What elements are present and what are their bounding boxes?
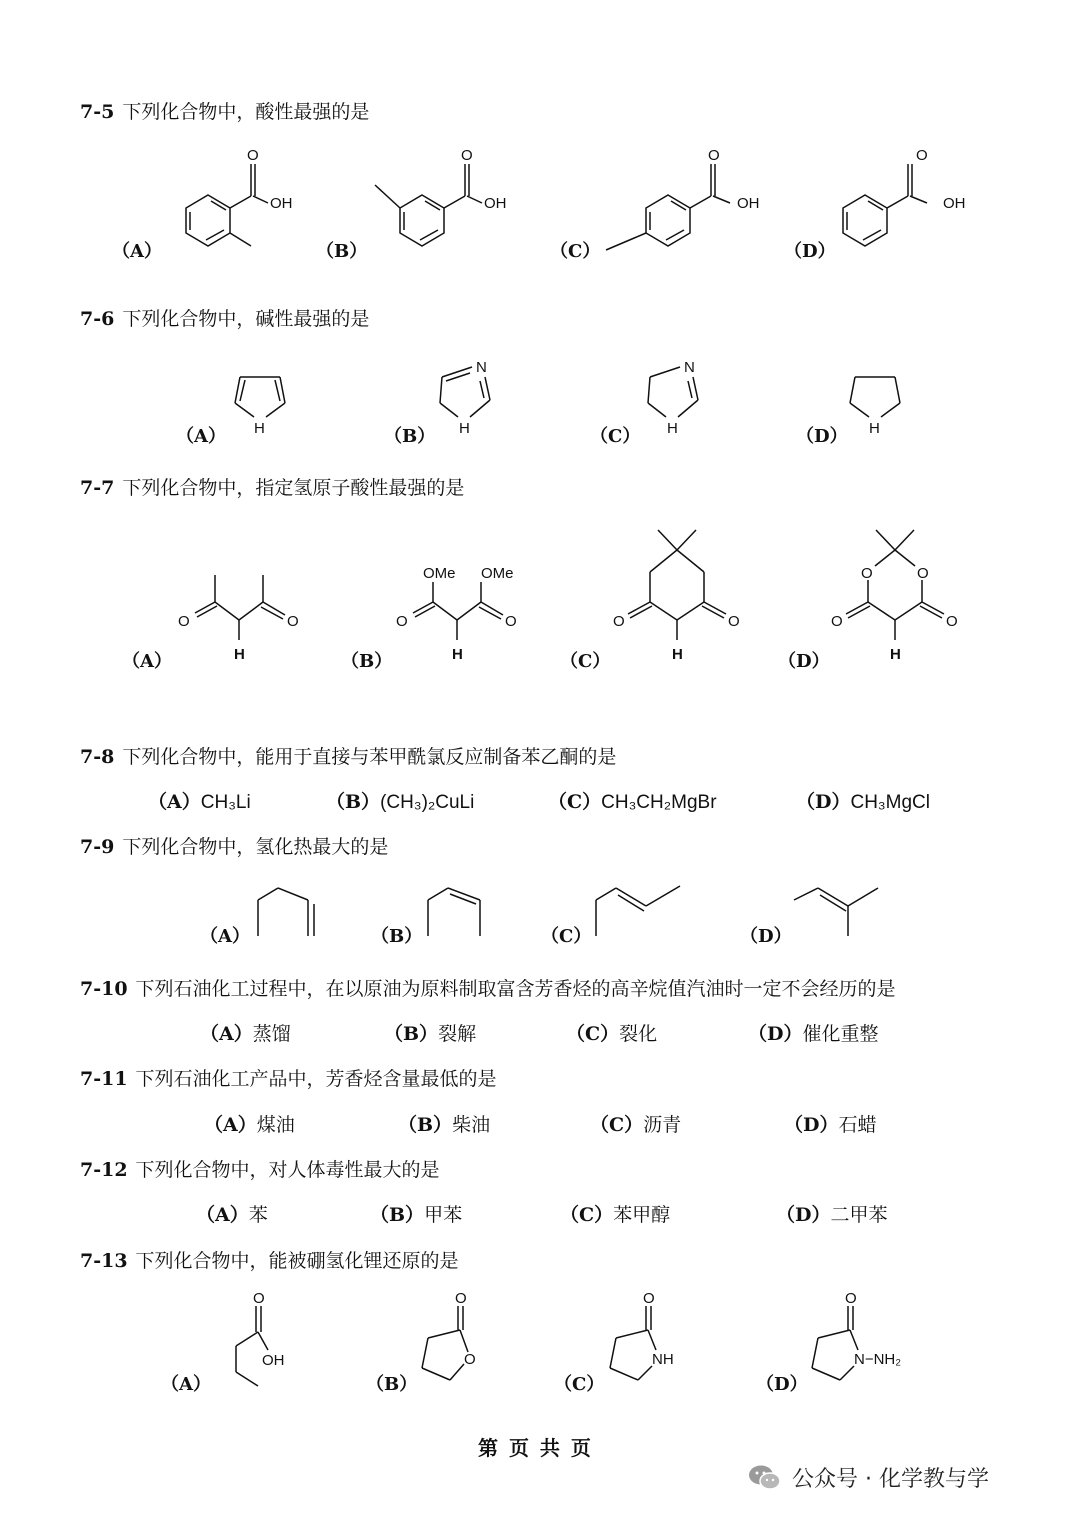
molecule-n-amino-2-pyrrolidone [800,1290,940,1390]
question-text: 下列化合物中，碱性最强的是 [122,308,370,330]
question-text: 下列化合物中，能被硼氢化锂还原的是 [135,1250,459,1272]
option-b: （B）柴油 [398,1114,491,1136]
option-label-c: （C） [550,241,601,262]
option-label-a: （A） [122,651,172,672]
molecule-4-methylbenzoic-acid [598,140,778,265]
option-d: （D）催化重整 [748,1023,879,1045]
molecule-2-methyl-2-butene-skeletal [790,880,890,940]
molecule-benzoic-acid [830,140,980,265]
option-d: （D）二甲苯 [776,1204,888,1226]
molecule-cis-2-pentene-skeletal [420,880,500,940]
svg-text:OH: OH [943,195,966,212]
svg-text:O: O [247,147,259,164]
question-text: 下列化合物中，能用于直接与苯甲酰氯反应制备苯乙酮的是 [122,746,617,768]
option-label-a: （A） [200,926,250,947]
molecule-3-methylbenzoic-acid [365,140,535,265]
option-label-b: （B） [371,926,423,947]
svg-text:O: O [708,147,720,164]
option-b: （B）甲苯 [370,1204,463,1226]
question-text: 下列化合物中，指定氢原子酸性最强的是 [122,477,465,499]
question-7-8: 7-8 下列化合物中，能用于直接与苯甲酰氯反应制备苯乙酮的是 [80,746,617,768]
svg-text:OMe: OMe [423,565,456,582]
molecule-2-pyrrolidone [598,1290,698,1390]
svg-text:O: O [916,147,928,164]
question-7-6: 7-6 下列化合物中，碱性最强的是 [80,308,370,330]
option-label-b: （B） [366,1374,418,1395]
molecule-trans-2-pentene-skeletal [588,880,688,940]
question-7-12: 7-12 下列化合物中，对人体毒性最大的是 [80,1159,440,1181]
question-7-10: 7-10 下列石油化工过程中，在以原油为原料制取富含芳香烃的高辛烷值汽油时一定不会经历的是 [80,978,896,1000]
option-c: （C）苯甲醇 [560,1204,671,1226]
svg-text:O: O [253,1290,265,1307]
option-label-c: （C） [590,426,641,447]
option-c: （C）裂化 [566,1023,658,1045]
molecule-imidazoline [640,355,720,440]
molecule-dimedone [610,520,750,670]
molecule-butanoic-acid [200,1290,310,1390]
wechat-icon [748,1464,782,1492]
svg-text:O: O [464,1351,476,1368]
svg-text:O: O [946,613,958,630]
molecule-imidazole [432,355,512,440]
svg-text:H: H [869,420,880,437]
svg-text:O: O [728,613,740,630]
question-7-13: 7-13 下列化合物中，能被硼氢化锂还原的是 [80,1250,459,1272]
watermark-text: 公众号 · 化学教与学 [792,1467,989,1492]
option-label-b: （B） [316,241,368,262]
svg-text:O: O [178,613,190,630]
svg-text:OH: OH [270,195,293,212]
svg-text:H: H [459,420,470,437]
option-label-d: （D） [778,651,830,672]
option-label-d: （D） [740,926,792,947]
option-a: （A）苯 [196,1204,268,1226]
option-label-a: （A） [176,426,226,447]
question-text: 下列化合物中，氢化热最大的是 [122,836,389,858]
svg-text:NH: NH [652,1351,674,1368]
question-text: 下列化合物中，酸性最强的是 [122,101,370,123]
option-d: （D）石蜡 [784,1114,877,1136]
question-7-9: 7-9 下列化合物中，氢化热最大的是 [80,836,389,858]
molecule-meldrums-acid [828,520,968,670]
page-footer: 第 页 共 页 [478,1436,593,1460]
svg-text:O: O [831,613,843,630]
option-label-b: （B） [384,426,436,447]
svg-text:OH: OH [737,195,760,212]
question-text: 下列石油化工产品中，芳香烃含量最低的是 [135,1068,497,1090]
question-7-7: 7-7 下列化合物中，指定氢原子酸性最强的是 [80,477,465,499]
question-7-11: 7-11 下列石油化工产品中，芳香烃含量最低的是 [80,1068,497,1090]
option-label-d: （D） [756,1374,808,1395]
svg-text:N: N [476,359,487,376]
svg-text:O: O [505,613,517,630]
question-7-5: 7-5 下列化合物中，酸性最强的是 [80,101,370,123]
option-a: （A）CH₃Li [148,791,251,813]
svg-text:O: O [643,1290,655,1307]
option-label-a: （A） [161,1374,211,1395]
svg-text:OH: OH [484,195,507,212]
option-label-a: （A） [112,241,162,262]
svg-text:O: O [613,613,625,630]
option-d: （D）CH₃MgCl [796,791,931,813]
svg-text:O: O [461,147,473,164]
option-b: （B）裂解 [384,1023,477,1045]
svg-text:O: O [396,613,408,630]
question-text: 下列化合物中，对人体毒性最大的是 [135,1159,440,1181]
svg-text:OMe: OMe [481,565,514,582]
svg-text:H: H [890,646,901,663]
molecule-gamma-butyrolactone [410,1290,500,1390]
molecule-1-pentene-skeletal [250,880,330,940]
svg-text:O: O [917,565,929,582]
svg-text:H: H [254,420,265,437]
option-a: （A）蒸馏 [200,1023,291,1045]
question-text: 下列石油化工过程中，在以原油为原料制取富含芳香烃的高辛烷值汽油时一定不会经历的是 [135,978,896,1000]
svg-text:OH: OH [262,1352,285,1369]
svg-text:O: O [287,613,299,630]
option-label-c: （C） [560,651,611,672]
svg-text:N−NH₂: N−NH₂ [854,1351,902,1368]
svg-text:N: N [684,359,695,376]
option-label-d: （D） [796,426,848,447]
svg-text:H: H [234,646,245,663]
svg-text:O: O [861,565,873,582]
option-a: （A）煤油 [204,1114,295,1136]
svg-text:O: O [455,1290,467,1307]
option-c: （C）CH₃CH₂MgBr [548,791,717,813]
molecule-pyrrole [230,355,300,440]
molecule-acetylacetone [175,560,315,670]
option-label-c: （C） [554,1374,605,1395]
svg-text:H: H [452,646,463,663]
option-label-c: （C） [541,926,592,947]
option-b: （B）(CH₃)₂CuLi [326,791,475,813]
svg-text:H: H [672,646,683,663]
option-c: （C）沥青 [590,1114,682,1136]
molecule-dimethyl-malonate [393,560,533,670]
option-label-d: （D） [784,241,836,262]
molecule-2-methylbenzoic-acid [160,140,300,265]
option-label-b: （B） [341,651,393,672]
svg-text:H: H [667,420,678,437]
molecule-pyrrolidine [845,355,915,440]
watermark [748,1462,989,1493]
svg-text:O: O [845,1290,857,1307]
